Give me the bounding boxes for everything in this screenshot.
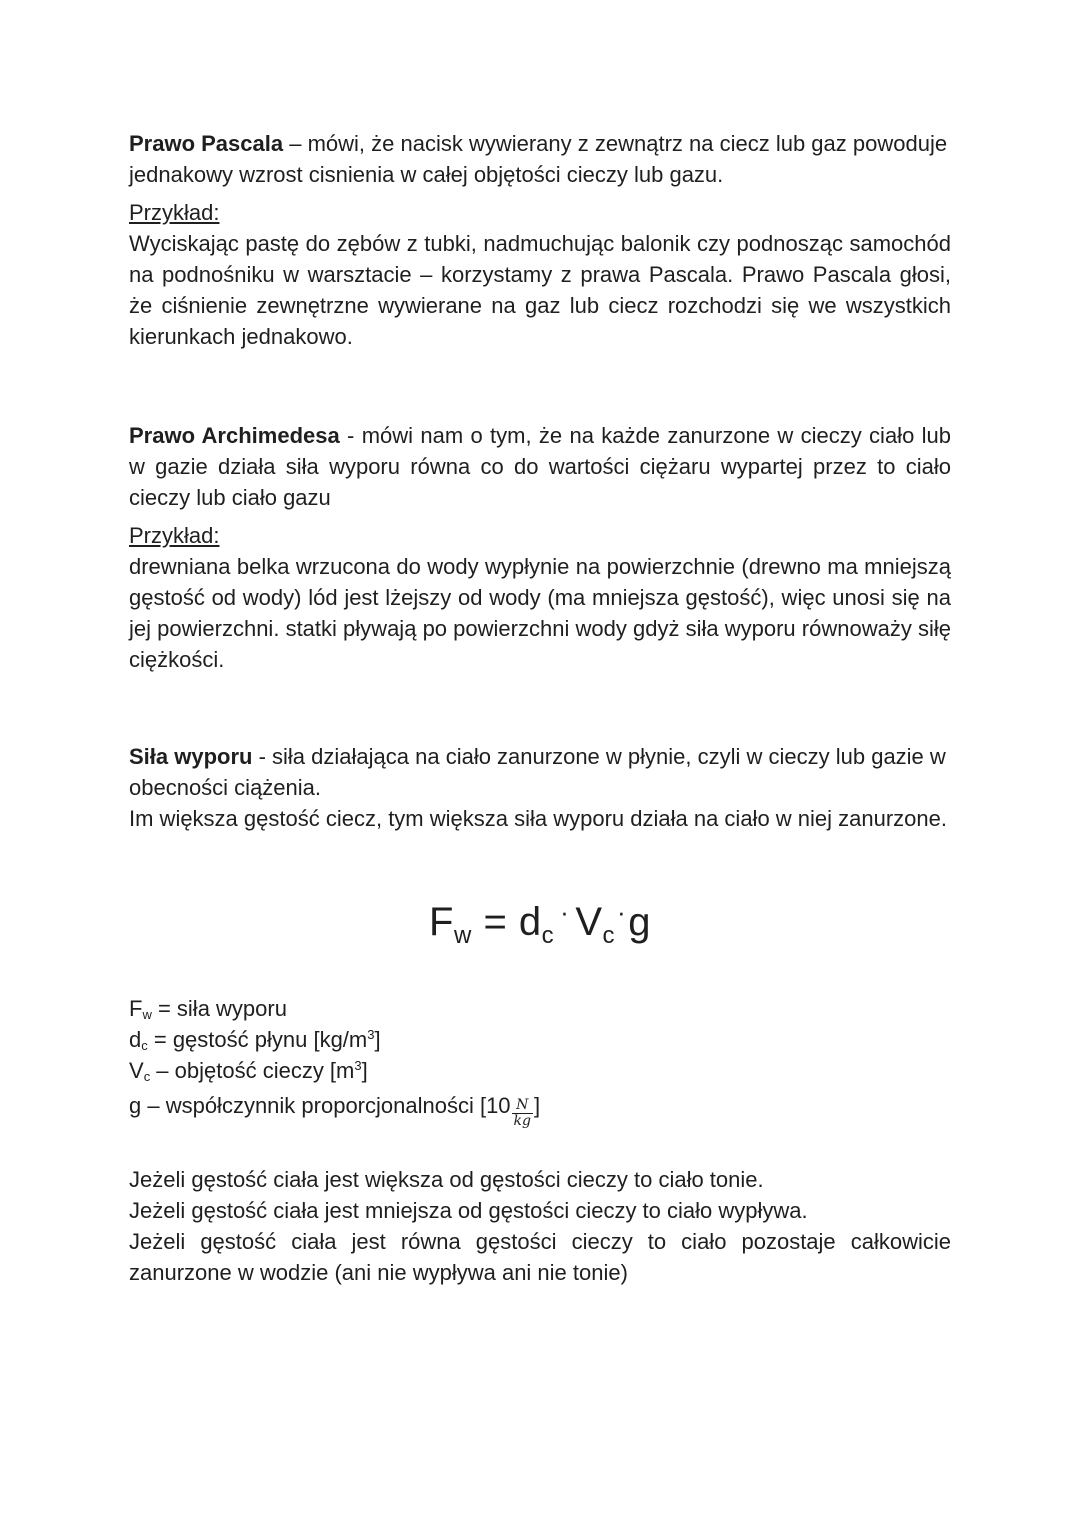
- legend-vc-symbol: V: [129, 1058, 144, 1083]
- legend-g-text: g – współczynnik proporcjonalności [10: [129, 1093, 511, 1118]
- formula-g: g: [628, 900, 651, 944]
- legend-dc-text: = gęstość płynu [kg/m: [147, 1027, 368, 1052]
- formula-equals: =: [471, 900, 519, 944]
- legend-vc: [129, 1055, 951, 1086]
- formula-dot-2: ·: [617, 897, 627, 927]
- rule-suspended: Jeżeli gęstość ciała jest równa gęstości cieczy to ciało pozostaje całkowicie zanurzone w wodzie (ani nie wypływa ani nie tonie): [129, 1229, 951, 1285]
- formula-d: d: [518, 900, 542, 944]
- legend-vc-sup: 3: [354, 1058, 362, 1073]
- legend-dc-sub: c: [141, 1038, 148, 1053]
- archimedes-example-label: Przykład:: [129, 523, 220, 548]
- buoyancy-formula: [129, 897, 951, 949]
- pascal-term: Prawo Pascala: [129, 131, 284, 156]
- rule-sinks: Jeżeli gęstość ciała jest większa od gęstości cieczy to ciało tonie.: [129, 1167, 764, 1192]
- legend-fw-symbol: F: [129, 996, 143, 1021]
- formula-v-sub: c: [602, 922, 616, 949]
- pascal-example-label: Przykład:: [129, 200, 220, 225]
- buoyancy-note: Im większa gęstość ciecz, tym większa siła wyporu działa na ciało w niej zanurzone.: [129, 806, 947, 831]
- buoyancy-definition-text: - siła działająca na ciało zanurzone w płynie, czyli w cieczy lub gazie w obecności ciążenia.: [129, 744, 946, 800]
- formula-v: V: [575, 900, 603, 944]
- archimedes-example-text: drewniana belka wrzucona do wody wypłynie na powierzchnie (drewno ma mniejszą gęstość od wody) lód jest lżejszy od wody (ma mniejsza gęstość), więc unosi się na jej powierzchni. statki pływają po powierzchni wody gdyż siła wyporu równoważy siłę ciężkości.: [129, 554, 951, 672]
- buoyancy-section: [129, 741, 951, 834]
- legend-dc: [129, 1024, 951, 1055]
- rule-floats: Jeżeli gęstość ciała jest mniejsza od gęstości cieczy to ciało wypływa.: [129, 1198, 808, 1223]
- archimedes-section: [129, 420, 951, 675]
- legend-fw: [129, 993, 951, 1024]
- legend-g-fraction: [512, 1098, 533, 1129]
- legend-g-denominator: kg: [513, 1113, 531, 1129]
- buoyancy-definition: [129, 741, 951, 803]
- legend-vc-text: – objętość cieczy [m: [150, 1058, 355, 1083]
- pascal-definition: [129, 128, 951, 190]
- legend-fw-sub: w: [142, 1007, 152, 1022]
- formula-legend: [129, 993, 951, 1129]
- archimedes-definition: [129, 420, 951, 513]
- buoyancy-term: Siła wyporu: [129, 744, 253, 769]
- formula-d-sub: c: [541, 922, 555, 949]
- legend-g: [129, 1090, 951, 1129]
- archimedes-term: Prawo Archimedesa: [129, 423, 340, 448]
- pascal-section: [129, 128, 951, 352]
- legend-dc-sup: 3: [367, 1027, 375, 1042]
- density-rules: [129, 1164, 951, 1288]
- archimedes-definition-text: - mówi nam o tym, że na każde zanurzone w cieczy ciało lub w gazie działa siła wyporu równa co do wartości ciężaru wypartej przez to ciało cieczy lub ciało gazu: [129, 423, 951, 510]
- pascal-example-text: Wyciskając pastę do zębów z tubki, nadmuchując balonik czy podnosząc samochód na podnośniku w warsztacie – korzystamy z prawa Pascala. Prawo Pascala głosi, że ciśnienie zewnętrzne wywierane na gaz lub ciecz rozchodzi się we wszystkich kierunkach jednakowo.: [129, 231, 951, 349]
- legend-fw-text: = siła wyporu: [151, 996, 287, 1021]
- legend-dc-symbol: d: [129, 1027, 142, 1052]
- legend-vc-close: ]: [361, 1058, 368, 1083]
- legend-dc-close: ]: [374, 1027, 381, 1052]
- formula-dot-1: ·: [560, 897, 570, 927]
- legend-vc-sub: c: [143, 1069, 151, 1084]
- formula-f: F: [429, 900, 454, 944]
- legend-g-close: ]: [534, 1093, 541, 1118]
- pascal-definition-text: – mówi, że nacisk wywierany z zewnątrz na ciecz lub gaz powoduje jednakowy wzrost cisnienia w całej objętości cieczy lub gazu.: [129, 131, 948, 187]
- legend-g-numerator: N: [516, 1097, 529, 1113]
- formula-f-sub: w: [453, 922, 472, 949]
